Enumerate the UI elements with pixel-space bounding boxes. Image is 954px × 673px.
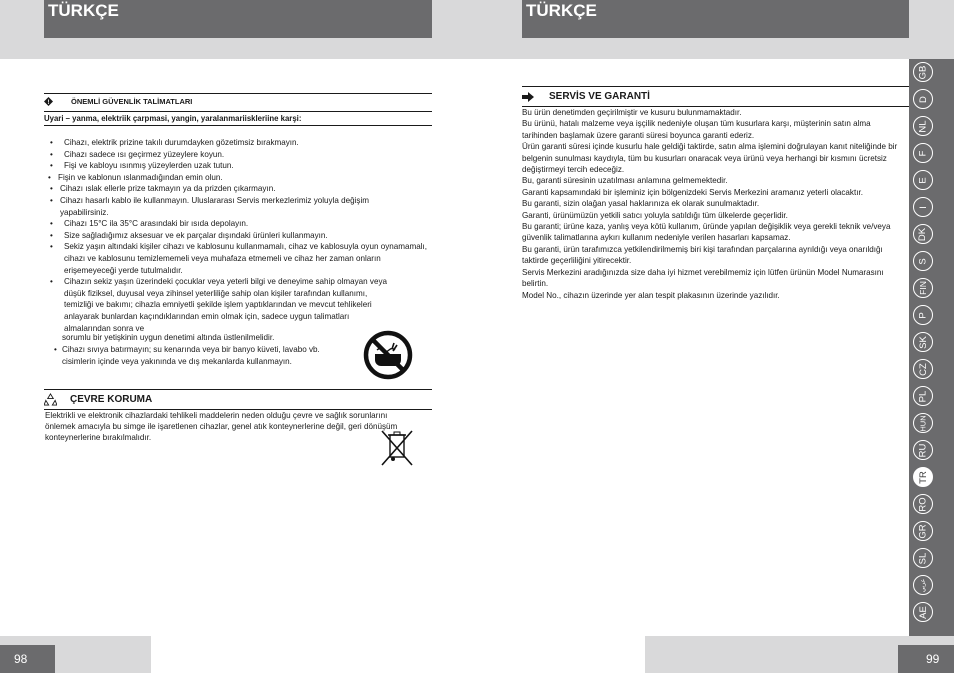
service-paragraph: Bu ürünü, hatalı malzeme veya işçilik nedeniyle oluşan tüm kusurlara karşı, müşterinin satın alma tarihinden başlamak üzere garanti süresi boyunca garanti ederiz. (522, 119, 871, 140)
list-item: • Cihazın sekiz yaşın üzerindeki çocuklar veya yeterli bilgi ve deneyime sahip olmayan veya düşük fiziksel, duyusal veya zihinsel yeterliliğe sahip olan kişiler tarafından kullanımı, temizliği ve bakımı; cihazla emniyetli şekilde işlem yaptıklarından ve mevcut tehlikeleri anlayarak bunlardan kaçındıklarından emin olmak için, sadece uygun talimatları almalarından sonra ve (50, 276, 434, 334)
language-tab-ae[interactable]: AE (913, 602, 933, 622)
safety-section-title (44, 97, 192, 106)
page-header-right: TÜRKÇE (522, 0, 909, 38)
warning-icon (44, 97, 53, 106)
language-tab-i[interactable]: I (913, 197, 933, 217)
section-rule (44, 111, 432, 112)
language-tab-f[interactable]: F (913, 143, 933, 163)
environment-text: Elektrikli ve elektronik cihazlardaki tehlikeli maddelerin neden olduğu çevre ve sağlık sorunlarını önlemek amacıyla bu simge ile işaretlenen cihazlar, genel atık konteynerlerine değil, geri dönüşüm konteynerlerine bırakılmalıdır. (45, 411, 398, 443)
language-tab-gb[interactable]: GB (913, 62, 933, 82)
list-item: • Cihazı sadece ısı geçirmez yüzeylere koyun. (50, 149, 434, 161)
language-tab-ru[interactable]: RU (913, 440, 933, 460)
arrow-right-icon (522, 92, 534, 102)
service-paragraph: Bu, garanti süresinin uzatılması anlamına gelmemektedir. (522, 176, 728, 186)
service-paragraph: Bu ürün denetimden geçirilmiştir ve kusuru bulunmamaktadır. (522, 108, 742, 117)
list-item: • Cihazı, elektrik prizine takılı durumdayken gözetimsiz bırakmayın. (50, 137, 434, 149)
page-header-left: TÜRKÇE (44, 0, 432, 38)
service-paragraph: Servis Merkezini aradığınızda size daha iyi hizmet verebilmemiz için lütfen ürünün Model Numarasını belirtin. (522, 267, 884, 289)
service-title-text: SERVİS VE GARANTİ (549, 91, 650, 102)
environment-section-title (44, 393, 152, 406)
safety-continuation: sorumlu bir yetişkinin uygun denetimi altında üstlenilmelidir. (62, 333, 275, 342)
list-item: • Sekiz yaşın altındaki kişiler cihazı ve kablosunu kullanmamalı, cihaz ve kablosuyla oyun oynamamalı, cihazı ve kablosunu temizlememeli veya muhafaza etmemeli ve cihaz her zaman onların erişemeyeceği yerde tutulmalıdır. (50, 241, 434, 276)
environment-title-text: ÇEVRE KORUMA (70, 394, 153, 405)
list-item: • Size sağladığımız aksesuar ve ek parçalar dışındaki ürünleri kullanmayın. (50, 230, 434, 242)
service-paragraph: Model No., cihazın üzerinde yer alan tespit plakasının üzerinde yazılıdır. (522, 290, 780, 300)
list-item: • Cihazı sıvıya batırmayın; su kenarında veya bir banyo küveti, lavabo vb. cisimlerin içinde veya yakınında ve dış mekanlarda kullanmayın. (54, 344, 320, 367)
language-tab-arabic[interactable]: ﻋﺮﺑﻲ (913, 575, 933, 595)
service-paragraph: Bu garanti, sizin olağan yasal haklarınıza ek olarak sunulmaktadır. (522, 199, 760, 209)
section-rule (44, 93, 432, 94)
language-tab-p[interactable]: P (913, 305, 933, 325)
no-water-immersion-icon (363, 330, 413, 380)
language-tab-nl[interactable]: NL (913, 116, 933, 136)
language-tab-s[interactable]: S (913, 251, 933, 271)
language-tab-d[interactable]: D (913, 89, 933, 109)
service-paragraph: Garanti kapsamındaki bir işleminiz için bölgenizdeki Servis Merkezini aramanız yeterli olacaktır. (522, 187, 863, 197)
language-tab-sl[interactable]: SL (913, 548, 933, 568)
svg-text:!: ! (47, 99, 50, 106)
safety-warning-line: Uyari – yanma, elektriik çarpmasi, yangin, yaralanmariiskleriine karşi: (44, 114, 302, 123)
list-item: • Fişin ve kablonun ıslanmadığından emin olun. (48, 172, 434, 184)
list-item: • Cihazı hasarlı kablo ile kullanmayın. Uluslararası Servis merkezlerimiz yoluyla değişim yapabilirsiniz. (50, 195, 434, 218)
section-rule (44, 125, 432, 126)
language-tab-tr[interactable]: TR (913, 467, 933, 487)
language-tab-cz[interactable]: CZ (913, 359, 933, 379)
service-paragraph: Ürün garanti süresi içinde kusurlu hale geldiği taktirde, satın alma işlemini doğrulayan kanıt niteliğinde bir belgenin sunulması kaydıyla, tüm bu kusurları onaracak veya ürünü veya herhangi bir kısmını ücretsiz değiştirmeyi tercih edeceğiz. (522, 142, 898, 175)
safety-title-text: ÖNEMLİ GÜVENLİK TALİMATLARI (71, 97, 193, 106)
service-text (522, 107, 906, 301)
language-tab-fin[interactable]: FIN (913, 278, 933, 298)
language-tab-gr[interactable]: GR (913, 521, 933, 541)
language-tab-ro[interactable]: RO (913, 494, 933, 514)
language-tab-dk[interactable]: DK (913, 224, 933, 244)
list-item: • Cihazı 15°C ila 35°C arasındaki bir ısıda depolayın. (50, 218, 434, 230)
service-paragraph: Bu garanti; ürüne kaza, yanlış veya kötü kullanım, üründe yapılan değişiklik veya gerekli teknik ve/veya güvenlik talimatlarına aykırı kullanım nedeniyle verilen hasarları kapsamaz. (522, 222, 891, 243)
safety-bullet-list (50, 137, 434, 334)
service-section-title (522, 91, 650, 102)
safety-last-bullet (54, 344, 320, 367)
service-paragraph: Bu garanti, ürün tarafımızca yetkilendirilmemiş biri kişi tarafından parçalarına ayrıldığı veya onarıldığı taktirde geçerliliğini yitirecektir. (522, 244, 883, 266)
page-number-right: 99 (898, 645, 954, 673)
list-item: • Fişi ve kabloyu ısınmış yüzeylerden uzak tutun. (50, 160, 434, 172)
language-tab-sk[interactable]: SK (913, 332, 933, 352)
list-item: • Cihazı ıslak ellerle prize takmayın ya da prizden çıkarmayın. (50, 183, 434, 195)
language-tab-pl[interactable]: PL (913, 386, 933, 406)
section-rule (44, 389, 432, 390)
page-number-left: 98 (0, 645, 55, 673)
crossed-bin-icon (380, 429, 414, 467)
language-tab-e[interactable]: E (913, 170, 933, 190)
service-paragraph: Garanti, ürünümüzün yetkili satıcı yoluyla satıldığı tüm ülkelerde geçerlidir. (522, 210, 788, 220)
recycle-icon (44, 393, 57, 406)
section-rule (522, 86, 909, 87)
language-tab-hun[interactable]: HUN (913, 413, 933, 433)
